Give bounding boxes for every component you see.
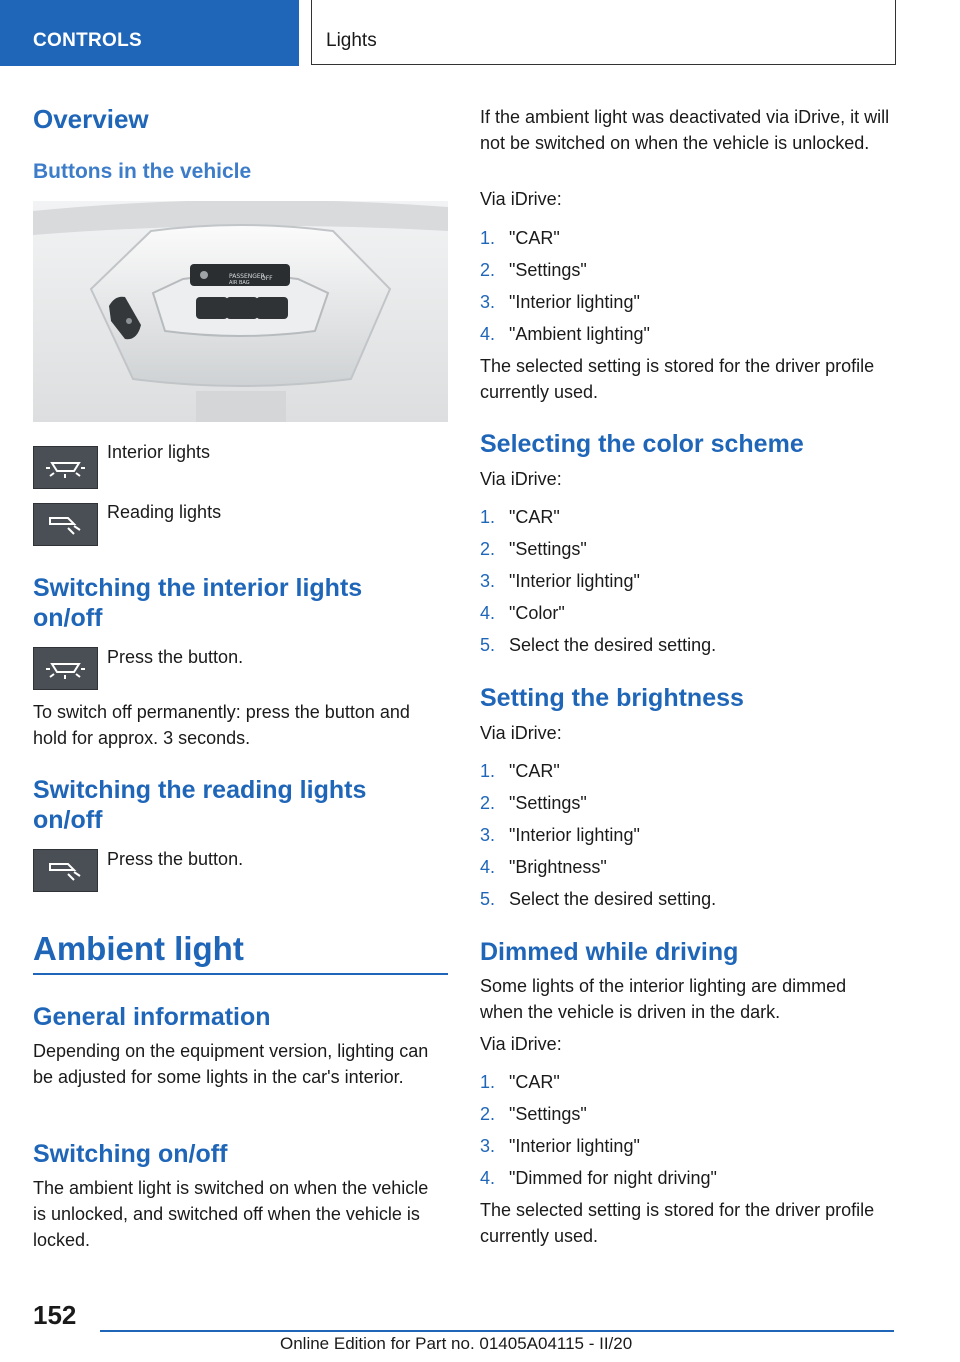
- list-item: 4. "Brightness": [480, 857, 607, 877]
- chapter-label: Lights: [326, 30, 377, 51]
- steps-dimmed: [480, 1066, 890, 1194]
- list-item: 1. "CAR": [480, 761, 560, 781]
- dimmed-text: Some lights of the interior lighting are dimmed when the vehicle is driven in the dark.: [480, 976, 847, 1022]
- switch-reading-text: Press the button.: [107, 849, 244, 869]
- list-item: 4. "Color": [480, 603, 565, 623]
- interior-light-icon-2: [33, 647, 98, 690]
- airbag-off-text: OFF: [261, 275, 273, 282]
- list-item: 2. "Settings": [480, 1104, 587, 1124]
- interior-light-icon: [33, 446, 98, 489]
- page-number: 152: [33, 1300, 77, 1330]
- switching-onoff-text: The ambient light is switched on when the vehicle is unlocked, and switched off when the vehicle is locked.: [33, 1178, 429, 1250]
- section-label: CONTROLS: [33, 30, 143, 51]
- overview-heading: Overview: [33, 104, 149, 134]
- chapter-header: [311, 0, 896, 65]
- reading-light-icon: [33, 503, 98, 546]
- edition-note: Online Edition for Part no. 01405A04115 - II/20: [280, 1334, 633, 1353]
- list-item: 3. "Interior lighting": [480, 825, 640, 845]
- intro-text: If the ambient light was deactivated via iDrive, it will not be switched on when the vehicle is unlocked.: [480, 107, 890, 153]
- list-item: 5. Select the desired setting.: [480, 635, 717, 655]
- section-rule: [33, 973, 448, 975]
- dimmed-heading: Dimmed while driving: [480, 938, 739, 966]
- switching-onoff-heading: Switching on/off: [33, 1140, 228, 1168]
- list-item: 3. "Interior lighting": [480, 292, 640, 312]
- brightness-heading: Setting the brightness: [480, 684, 744, 712]
- passenger-airbag-text: PASSENGER: [229, 273, 265, 280]
- via-idrive-3: Via iDrive:: [480, 723, 562, 743]
- section-tab: [0, 0, 299, 66]
- buttons-heading: Buttons in the vehicle: [33, 160, 252, 183]
- list-item: 3. "Interior lighting": [480, 1136, 640, 1156]
- stored-text-1: The selected setting is stored for the driver profile currently used.: [480, 356, 875, 402]
- legend-interior-label: Interior lights: [107, 442, 211, 462]
- ambient-light-heading: Ambient light: [33, 930, 244, 967]
- list-item: 1. "CAR": [480, 1072, 560, 1092]
- list-item: 1. "CAR": [480, 228, 560, 248]
- via-idrive-1: Via iDrive:: [480, 189, 562, 209]
- list-item: 3. "Interior lighting": [480, 571, 640, 591]
- general-info-text: Depending on the equipment version, lighting can be adjusted for some lights in the car's interior.: [33, 1041, 429, 1087]
- airbag-text: AIR BAG: [229, 280, 250, 286]
- steps-ambient: [480, 222, 890, 350]
- list-item: 4. "Dimmed for night driving": [480, 1168, 717, 1188]
- list-item: 2. "Settings": [480, 793, 587, 813]
- overhead-console-photo: [33, 201, 448, 422]
- switch-interior-text: Press the button.: [107, 647, 244, 667]
- steps-brightness: [480, 755, 890, 915]
- color-scheme-heading: Selecting the color scheme: [480, 430, 804, 458]
- legend-reading-label: Reading lights: [107, 502, 222, 522]
- switch-reading-heading: Switching the reading lights on/off: [33, 776, 367, 834]
- stored-text-2: The selected setting is stored for the driver profile currently used.: [480, 1200, 875, 1246]
- general-info-heading: General information: [33, 1003, 271, 1031]
- list-item: 5. Select the desired setting.: [480, 889, 717, 909]
- list-item: 4. "Ambient lighting": [480, 324, 650, 344]
- switch-interior-note: To switch off permanently: press the button and hold for approx. 3 seconds.: [33, 702, 410, 748]
- reading-light-icon-2: [33, 849, 98, 892]
- switch-interior-heading: Switching the interior lights on/off: [33, 574, 363, 632]
- list-item: 2. "Settings": [480, 539, 587, 559]
- footer-rule: [100, 1330, 894, 1332]
- list-item: 1. "CAR": [480, 507, 560, 527]
- list-item: 2. "Settings": [480, 260, 587, 280]
- via-idrive-4: Via iDrive:: [480, 1034, 562, 1054]
- steps-color: [480, 501, 890, 661]
- via-idrive-2: Via iDrive:: [480, 469, 562, 489]
